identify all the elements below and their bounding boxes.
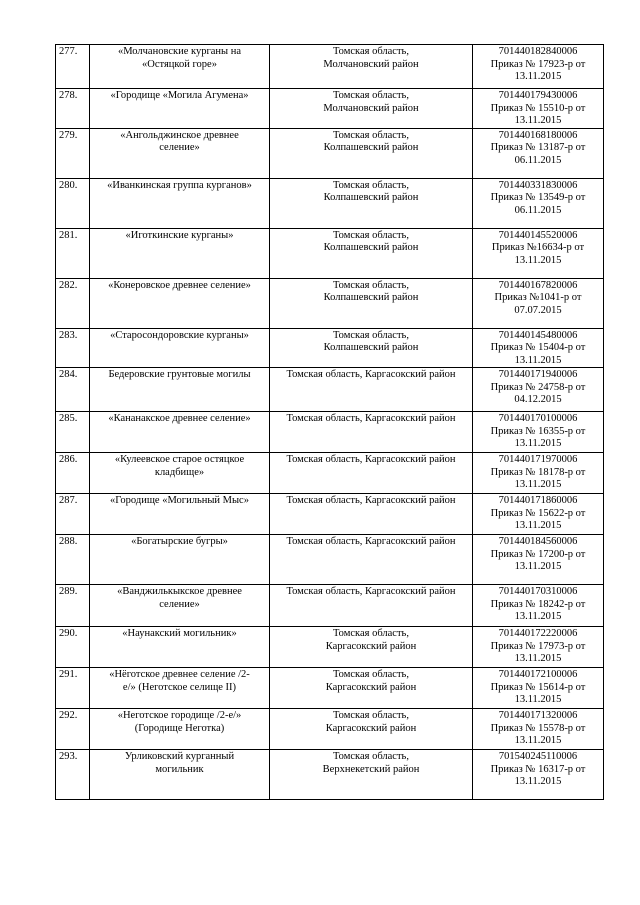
row-number: 277.	[56, 45, 90, 89]
registration-document-line: 13.11.2015	[514, 71, 562, 82]
row-number: 279.	[56, 128, 90, 178]
row-number: 288.	[56, 535, 90, 585]
monument-name	[90, 412, 270, 453]
monument-name-line: «Старосондоровские курганы»	[110, 329, 249, 341]
registration-document-line: Приказ №1041-р от	[494, 292, 582, 303]
registration-document	[473, 328, 604, 368]
registration-document	[473, 709, 604, 750]
registration-document-line: 701440167820006	[498, 279, 578, 291]
monument-name	[90, 585, 270, 627]
registration-document	[473, 453, 604, 494]
monument-name-line: «Неготское городище /2-е/»	[117, 710, 242, 721]
row-number: 290.	[56, 627, 90, 668]
registration-document-line: 06.11.2015	[514, 154, 562, 166]
monument-name-line: (Городище Неготка)	[134, 722, 225, 734]
monument-location-line: Молчановский район	[323, 58, 419, 70]
monument-name-line: е/» (Неготское селище II)	[122, 681, 237, 693]
row-number: 281.	[56, 228, 90, 278]
monument-location	[270, 328, 473, 368]
monument-name-line: «Иванкинская группа курганов»	[107, 179, 252, 191]
registration-document-line: 701440179430006	[498, 90, 578, 101]
registration-document-line: 13.11.2015	[514, 653, 562, 664]
monument-location	[270, 412, 473, 453]
monuments-table	[55, 44, 604, 800]
table-row	[56, 178, 604, 228]
monument-name	[90, 89, 270, 129]
registration-document-line: 701440171860006	[498, 495, 578, 506]
monument-name	[90, 453, 270, 494]
monument-name-line: Бедеровские грунтовые могилы	[108, 369, 251, 380]
monument-location-line: Колпашевский район	[323, 342, 419, 353]
registration-document	[473, 278, 604, 328]
registration-document-line: 701440172220006	[498, 628, 578, 639]
monument-location-line: Верхнекетский район	[322, 763, 420, 775]
registration-document	[473, 45, 604, 89]
monument-location	[270, 278, 473, 328]
table-row	[56, 278, 604, 328]
registration-document-line: 701440171940006	[498, 369, 578, 380]
registration-document	[473, 178, 604, 228]
registration-document-line: 701440182840006	[498, 46, 578, 57]
monument-name	[90, 535, 270, 585]
table-row	[56, 412, 604, 453]
monument-location	[270, 585, 473, 627]
monument-location-line: Томская область,	[333, 669, 409, 680]
registration-document-line: 13.11.2015	[514, 776, 562, 787]
registration-document-line: 13.11.2015	[514, 694, 562, 705]
monument-name	[90, 278, 270, 328]
row-number: 283.	[56, 328, 90, 368]
registration-document-line: 13.11.2015	[514, 354, 562, 366]
monument-name-line: «Кананакское древнее селение»	[108, 413, 251, 424]
monument-name	[90, 128, 270, 178]
monument-name-line: «Кулеевское старое остяцкое	[114, 454, 245, 465]
monument-location-line: Колпашевский район	[323, 242, 419, 253]
registration-document-line: 13.11.2015	[514, 520, 562, 531]
registration-document-line: 701540245110006	[498, 751, 578, 762]
monument-location	[270, 494, 473, 535]
table-row	[56, 328, 604, 368]
monument-location	[270, 627, 473, 668]
registration-document-line: 701440331830006	[498, 179, 578, 191]
registration-document-line: 04.12.2015	[514, 394, 562, 405]
table-row	[56, 368, 604, 412]
registration-document-line: 701440145480006	[498, 329, 578, 341]
registration-document-line: Приказ № 15510-р от	[490, 102, 586, 114]
table-row	[56, 89, 604, 129]
table-row	[56, 535, 604, 585]
monument-name-line: могильник	[155, 763, 204, 775]
monument-name-line: «Наунакский могильник»	[122, 628, 237, 639]
registration-document-line: 701440168180006	[498, 129, 578, 141]
registration-document-line: Приказ № 18178-р от	[490, 466, 586, 478]
monument-name	[90, 368, 270, 412]
registration-document-line: 701440171320006	[498, 710, 578, 721]
monument-location-line: Томская область, Каргасокский район	[286, 586, 456, 597]
row-number: 292.	[56, 709, 90, 750]
monument-location-line: Молчановский район	[323, 102, 419, 114]
monument-name	[90, 668, 270, 709]
registration-document-line: Приказ № 18242-р от	[490, 598, 586, 610]
monument-name-line: «Конеровское древнее селение»	[108, 279, 251, 291]
monument-location-line: Колпашевский район	[323, 292, 419, 303]
registration-document	[473, 368, 604, 412]
row-number: 284.	[56, 368, 90, 412]
row-number: 289.	[56, 585, 90, 627]
registration-document-line: Приказ № 15578-р от	[490, 722, 586, 734]
monument-name-line: «Ванджилькыкское древнее	[117, 586, 242, 597]
monument-location	[270, 709, 473, 750]
registration-document-line: 13.11.2015	[514, 561, 562, 572]
registration-document-line: Приказ № 13549-р от	[490, 192, 586, 203]
monument-location	[270, 453, 473, 494]
monument-location-line: Томская область, Каргасокский район	[286, 536, 456, 547]
registration-document-line: Приказ № 15614-р от	[490, 681, 586, 693]
table-row	[56, 668, 604, 709]
monument-name-line: «Иготкинские курганы»	[125, 229, 234, 241]
registration-document-line: Приказ № 17923-р от	[490, 58, 586, 70]
monument-location-line: Каргасокский район	[325, 681, 417, 693]
monument-name	[90, 228, 270, 278]
monument-name	[90, 328, 270, 368]
table-row	[56, 453, 604, 494]
monument-name	[90, 627, 270, 668]
registration-document-line: 13.11.2015	[514, 115, 562, 126]
monument-name-line: кладбище»	[154, 466, 205, 478]
registration-document	[473, 750, 604, 800]
registration-document-line: Приказ № 16317-р от	[490, 763, 586, 775]
monument-location-line: Томская область,	[333, 46, 409, 57]
monument-location-line: Томская область, Каргасокский район	[286, 413, 456, 424]
row-number: 282.	[56, 278, 90, 328]
registration-document-line: Приказ №16634-р от	[491, 242, 585, 253]
monument-location-line: Томская область, Каргасокский район	[286, 369, 456, 380]
monument-name	[90, 178, 270, 228]
registration-document-line: 701440145520006	[498, 229, 578, 241]
registration-document-line: 13.11.2015	[514, 254, 562, 266]
monument-location-line: Каргасокский район	[325, 722, 417, 734]
monument-location-line: Томская область,	[333, 179, 409, 191]
table-row	[56, 627, 604, 668]
monument-location	[270, 178, 473, 228]
monument-location-line: Томская область,	[333, 710, 409, 721]
registration-document-line: 13.11.2015	[514, 611, 562, 622]
monument-location-line: Томская область,	[333, 229, 409, 241]
table-row	[56, 228, 604, 278]
table-row	[56, 128, 604, 178]
monument-location-line: Томская область, Каргасокский район	[286, 454, 456, 465]
table-body	[56, 45, 604, 800]
registration-document-line: 07.07.2015	[514, 304, 562, 316]
monument-name-line: Урликовский курганный	[124, 751, 235, 762]
registration-document-line: 13.11.2015	[514, 479, 562, 490]
monument-location	[270, 368, 473, 412]
registration-document	[473, 494, 604, 535]
monument-location	[270, 668, 473, 709]
monument-location-line: Томская область, Каргасокский район	[286, 495, 456, 506]
registration-document-line: Приказ № 24758-р от	[490, 381, 586, 393]
monument-location-line: Колпашевский район	[323, 142, 419, 153]
row-number: 293.	[56, 750, 90, 800]
monument-name-line: «Ангольджинское древнее	[120, 129, 239, 141]
row-number: 291.	[56, 668, 90, 709]
monument-location	[270, 228, 473, 278]
row-number: 285.	[56, 412, 90, 453]
registration-document-line: 13.11.2015	[514, 438, 562, 449]
monument-name-line: «Остяцкой горе»	[142, 58, 217, 70]
table-row	[56, 45, 604, 89]
monument-name-line: «Городище «Могильный Мыс»	[110, 495, 249, 506]
registration-document	[473, 585, 604, 627]
table-row	[56, 709, 604, 750]
row-number: 287.	[56, 494, 90, 535]
monument-name-line: «Молчановские курганы на	[117, 46, 242, 57]
registration-document-line: Приказ № 17200-р от	[490, 548, 586, 560]
registration-document-line: Приказ № 17973-р от	[490, 640, 586, 652]
registration-document-line: 13.11.2015	[514, 735, 562, 746]
registration-document-line: 701440184560006	[498, 536, 578, 547]
registration-document	[473, 668, 604, 709]
registration-document	[473, 89, 604, 129]
monument-location	[270, 535, 473, 585]
registration-document-line: 701440170100006	[498, 413, 578, 424]
monument-location-line: Томская область,	[333, 628, 409, 639]
monument-name-line: «Богатырские бугры»	[131, 536, 228, 547]
table-row	[56, 494, 604, 535]
registration-document-line: 06.11.2015	[514, 204, 562, 216]
monument-location	[270, 128, 473, 178]
registration-document	[473, 535, 604, 585]
monument-location	[270, 45, 473, 89]
registration-document-line: Приказ № 16355-р от	[490, 425, 586, 437]
registration-document	[473, 412, 604, 453]
monument-location-line: Томская область,	[333, 329, 409, 341]
monument-location	[270, 750, 473, 800]
monument-name	[90, 494, 270, 535]
table-row	[56, 585, 604, 627]
row-number: 278.	[56, 89, 90, 129]
table-row	[56, 750, 604, 800]
monument-name-line: «Городище «Могила Агумена»	[110, 90, 249, 101]
monument-location-line: Томская область,	[333, 279, 409, 291]
registration-document	[473, 228, 604, 278]
registration-document-line: Приказ № 15622-р от	[490, 507, 586, 519]
registration-document-line: Приказ № 15404-р от	[490, 342, 586, 353]
monument-location-line: Каргасокский район	[325, 640, 417, 652]
monument-name-line: селение»	[159, 142, 200, 153]
registration-document-line: 701440171970006	[498, 454, 578, 465]
monument-location-line: Томская область,	[333, 751, 409, 762]
registration-document	[473, 128, 604, 178]
monument-name	[90, 709, 270, 750]
monument-location-line: Томская область,	[333, 90, 409, 101]
monument-name	[90, 750, 270, 800]
registration-document-line: 701440170310006	[498, 586, 578, 597]
monument-location	[270, 89, 473, 129]
monument-location-line: Колпашевский район	[323, 192, 419, 203]
monument-name	[90, 45, 270, 89]
monument-location-line: Томская область,	[333, 129, 409, 141]
registration-document-line: 701440172100006	[498, 669, 578, 680]
monument-name-line: «Нёготское древнее селение /2-	[109, 669, 250, 680]
monument-name-line: селение»	[159, 598, 200, 610]
registration-document	[473, 627, 604, 668]
row-number: 286.	[56, 453, 90, 494]
row-number: 280.	[56, 178, 90, 228]
registration-document-line: Приказ № 13187-р от	[490, 142, 586, 153]
